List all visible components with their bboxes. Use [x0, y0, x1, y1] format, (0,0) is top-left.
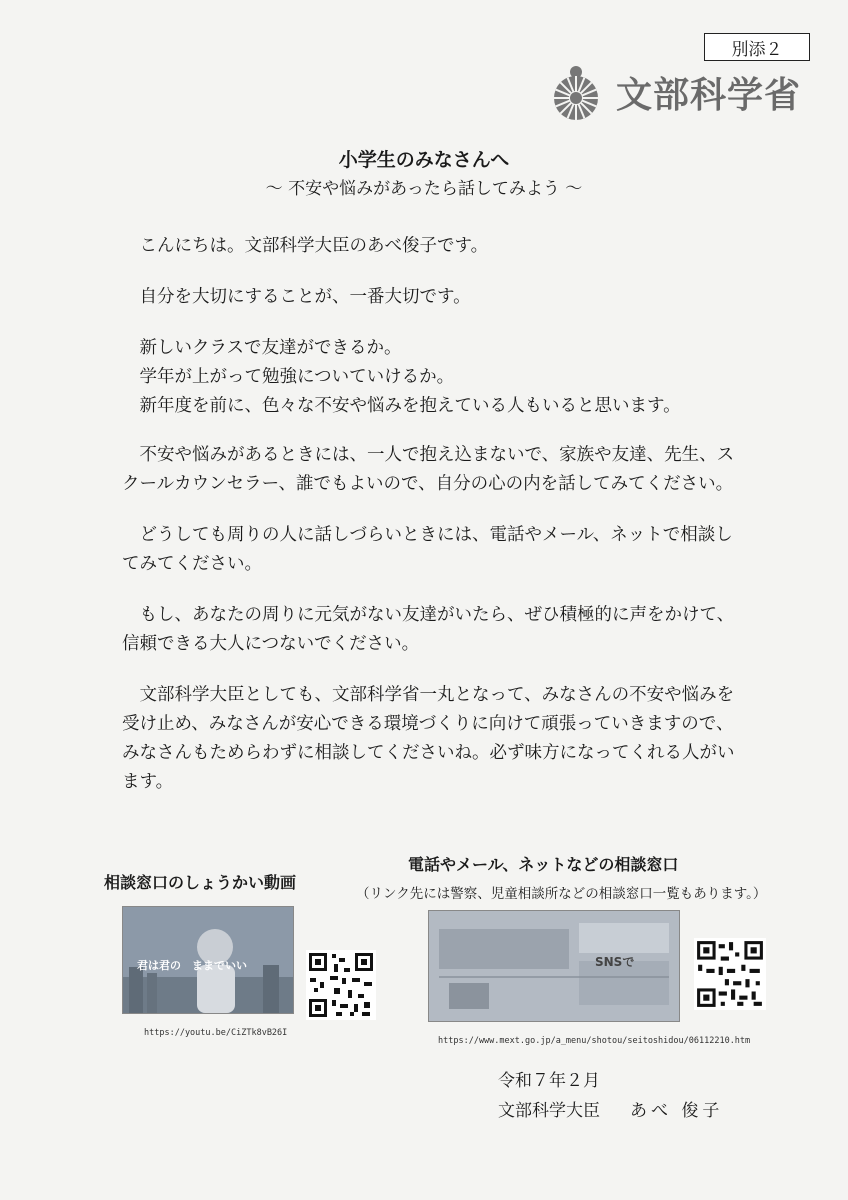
video-url-link[interactable]: https://youtu.be/CiZTk8vB26I — [144, 1028, 288, 1038]
letter-body — [122, 232, 742, 797]
page-subtitle: ～ 不安や悩みがあったら話してみよう ～ — [265, 179, 583, 199]
paragraph-consult: どうしても周りの人に話しづらいときには、電話やメール、ネットで相談してみてください。 — [122, 525, 733, 574]
hotline-url-link[interactable]: https://www.mext.go.jp/a_menu/shotou/seitoshidou/06112210.htm — [438, 1036, 751, 1046]
concerns-list — [122, 283, 742, 421]
hotline-section-note: （リンク先には警察、児童相談所などの相談窓口一覧もあります。） — [356, 886, 767, 902]
hotline-thumbnail-caption: SNSで — [595, 955, 635, 969]
paragraph-alone: 不安や悩みがあるときには、一人で抱え込まないで、家族や友達、先生、スクールカウンセラー、誰でもよいので、自分の心の内を話してみてください。 — [122, 445, 735, 494]
signature-title: 文部科学大臣 — [498, 1101, 600, 1121]
paragraph-minister: 文部科学大臣としても、文部科学省一丸となって、みなさんの不安や悩みを受け止め、みなさんが安心できる環境づくりに向けて頑張っていきますので、みなさんもためらわずに相談してくださいね。必ず味方になってくれる人がいます。 — [122, 685, 735, 792]
mext-logo — [546, 62, 801, 122]
hotline-qr-code-icon[interactable] — [694, 938, 766, 1010]
issue-date: 令和７年２月 — [498, 1071, 600, 1091]
page-title: 小学生のみなさんへ — [338, 149, 510, 171]
hotline-thumbnail-art — [429, 911, 679, 1021]
video-qr-code-icon[interactable] — [306, 950, 376, 1020]
paragraph-friend: もし、あなたの周りに元気がない友達がいたら、ぜひ積極的に声をかけて、信頼できる大人につないでください。 — [122, 605, 735, 654]
signature-name: あべ 俊子 — [630, 1101, 724, 1121]
mext-emblem-icon — [546, 62, 606, 122]
logo-text: 文部科学省 — [616, 74, 802, 116]
video-thumbnail[interactable] — [122, 906, 294, 1014]
video-section-label: 相談窓口のしょうかい動画 — [104, 873, 297, 892]
line-2: 新しいクラスで友達ができるか。 — [139, 338, 402, 358]
line-1: 自分を大切にすることが、一番大切です。 — [139, 287, 471, 307]
signature — [498, 1096, 723, 1121]
greeting: こんにちは。文部科学大臣のあべ俊子です。 — [139, 236, 489, 256]
hotline-section-label: 電話やメール、ネットなどの相談窓口 — [408, 855, 679, 874]
line-4: 新年度を前に、色々な不安や悩みを抱えている人もいると思います。 — [139, 396, 681, 416]
attachment-badge: 別添２ — [704, 33, 810, 61]
hotline-thumbnail[interactable] — [428, 910, 680, 1022]
video-thumbnail-caption: 君は君の ままでいい — [137, 959, 247, 972]
line-3: 学年が上がって勉強についていけるか。 — [139, 367, 455, 387]
